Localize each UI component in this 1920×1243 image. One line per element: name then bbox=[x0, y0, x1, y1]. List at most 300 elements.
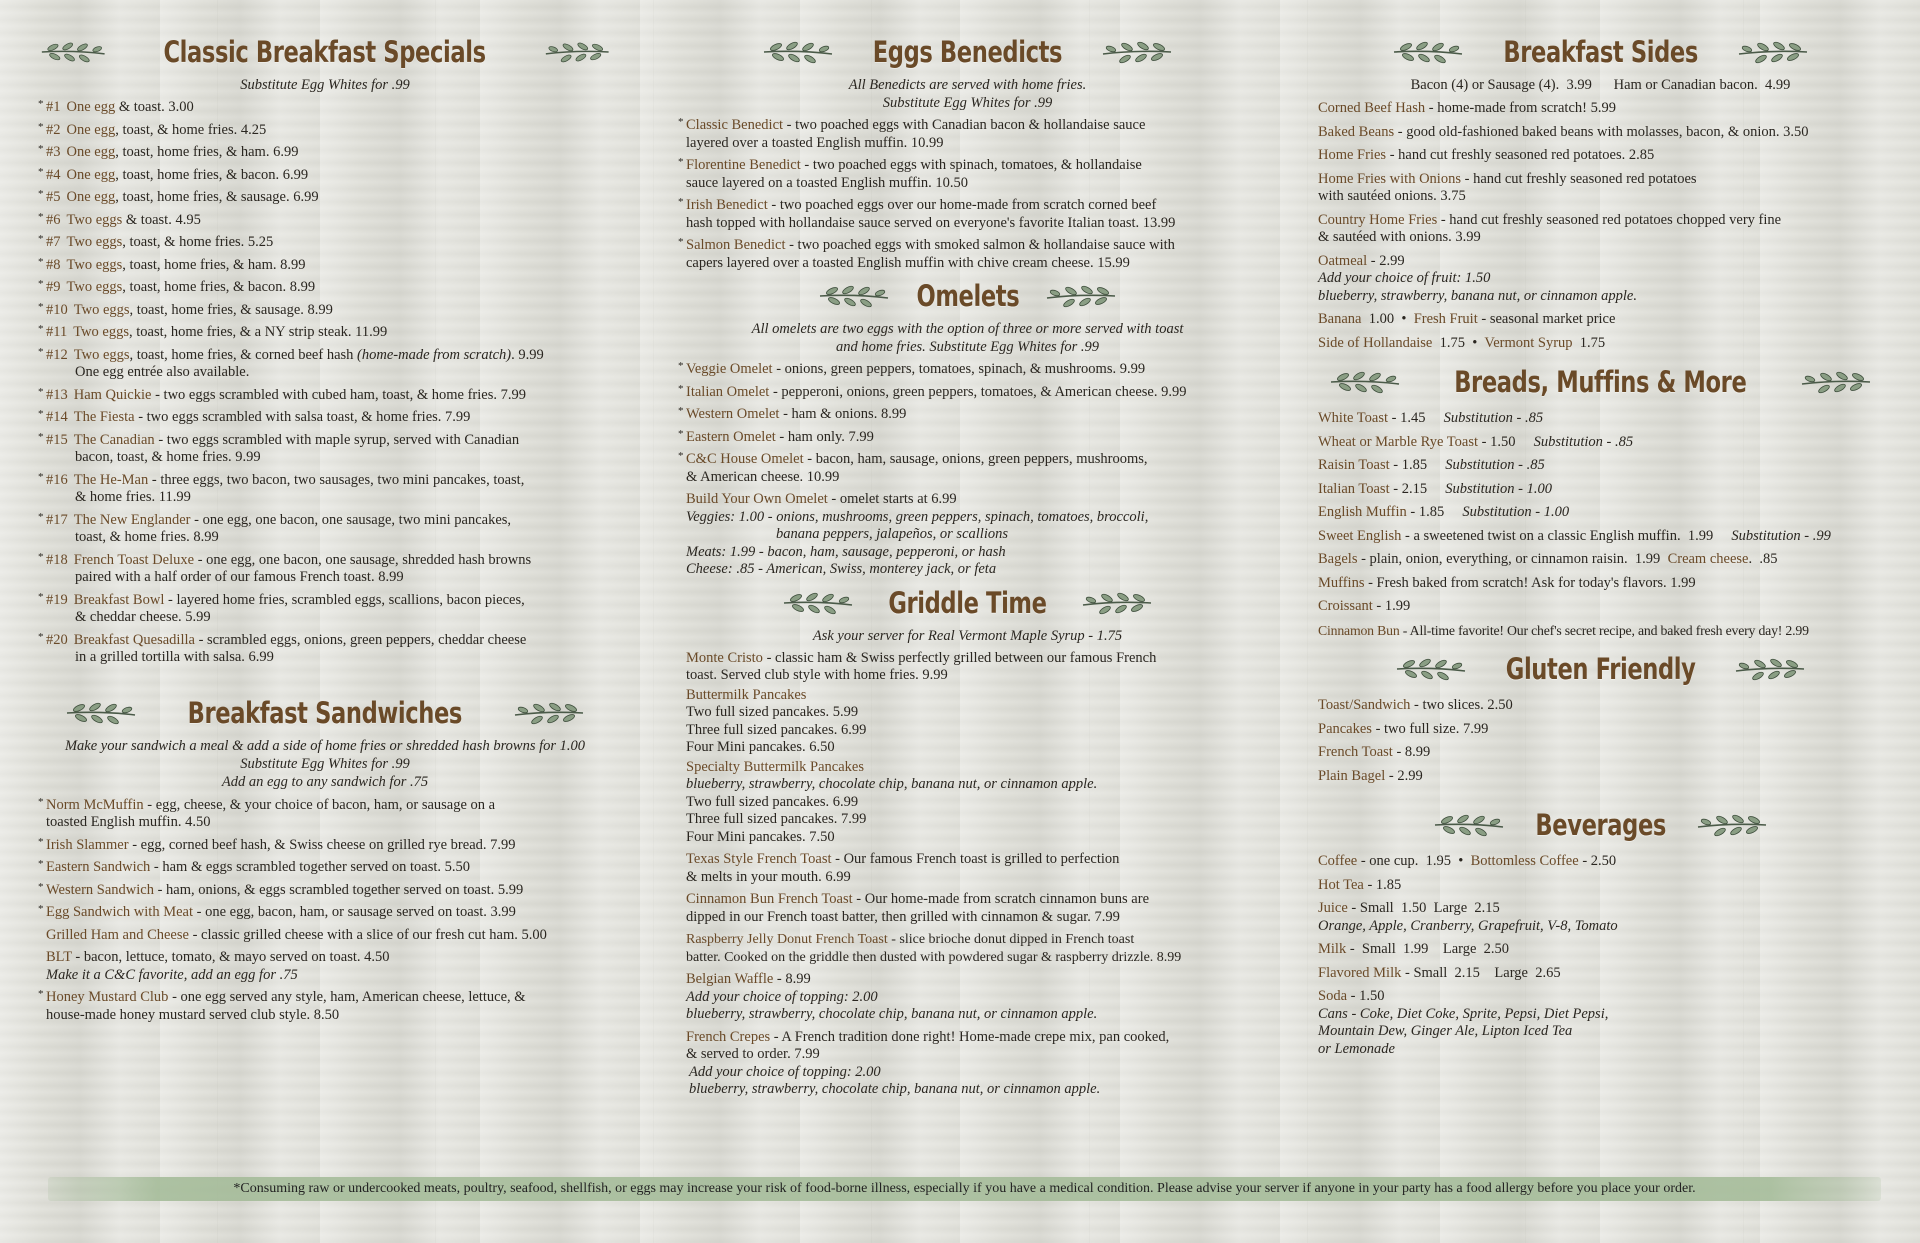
leaf-sprig-icon bbox=[818, 283, 890, 309]
item-name: Home Fries with Onions bbox=[1318, 170, 1461, 187]
item-option: Veggies: 1.00 - onions, mushrooms, green peppers, spinach, tomatoes, broccoli, bbox=[686, 508, 1149, 525]
item-name: C&C House Omelet bbox=[686, 451, 804, 467]
sandwich-list bbox=[40, 797, 610, 1025]
item-name: Plain Bagel bbox=[1318, 767, 1386, 784]
section-title: Breakfast Sandwiches bbox=[187, 695, 463, 730]
item-name: Toast/Sandwich bbox=[1318, 697, 1411, 713]
item-desc: , toast, home fries, & a NY strip steak. 11.99 bbox=[129, 324, 388, 340]
sides-header bbox=[1318, 30, 1883, 74]
menu-item bbox=[1318, 988, 1883, 1058]
sandwiches-header bbox=[40, 691, 610, 735]
menu-item bbox=[1318, 481, 1883, 499]
item-desc: - egg, corned beef hash, & Swiss cheese on grilled rye bread. 7.99 bbox=[128, 836, 516, 853]
menu-item bbox=[40, 212, 610, 230]
item-option: Meats: 1.99 - bacon, ham, sausage, pepperoni, or hash bbox=[686, 543, 1006, 560]
item-desc: , toast, home fries, & ham. 8.99 bbox=[122, 256, 306, 273]
item-note: Substitution - .85 bbox=[1443, 410, 1544, 426]
item-number: #4 bbox=[46, 166, 61, 183]
item-desc: - two full size. 7.99 bbox=[1371, 720, 1489, 737]
item-name: Pancakes bbox=[1318, 720, 1372, 737]
item-desc: - egg, cheese, & your choice of bacon, ham, or sausage on a bbox=[143, 796, 496, 813]
leaf-sprig-icon bbox=[1433, 812, 1505, 838]
item-name: Flavored Milk bbox=[1318, 964, 1402, 981]
item-desc: - onions, green peppers, tomatoes, spinach, & mushrooms. 9.99 bbox=[772, 361, 1146, 377]
item-price: 1.00 • bbox=[1361, 311, 1414, 327]
item-name: Eastern Sandwich bbox=[46, 859, 151, 875]
item-name: Soda bbox=[1318, 988, 1347, 1004]
item-note: Substitution - 1.00 bbox=[1445, 480, 1552, 497]
item-desc: - pepperoni, onions, green peppers, tomatoes, & American cheese. 9.99 bbox=[769, 383, 1187, 400]
item-name: Western Omelet bbox=[686, 406, 780, 422]
menu-item bbox=[40, 472, 610, 507]
item-desc: - 2.99 bbox=[1367, 252, 1405, 269]
item-price: - Small 2.15 Large 2.65 bbox=[1401, 964, 1561, 981]
menu-item bbox=[680, 384, 1255, 402]
item-price: . .85 bbox=[1748, 551, 1778, 567]
item-desc: - Our home-made from scratch cinnamon buns are bbox=[852, 891, 1150, 907]
item-name: The He-Man bbox=[73, 471, 149, 488]
item-number: #14 bbox=[46, 409, 68, 425]
menu-item bbox=[680, 157, 1255, 192]
omelet-list bbox=[680, 361, 1255, 486]
menu-item bbox=[1318, 212, 1883, 247]
item-number: #19 bbox=[46, 591, 68, 608]
item-option: Three full sized pancakes. 6.99 bbox=[686, 721, 867, 738]
item-name: Corned Beef Hash bbox=[1318, 100, 1426, 116]
item-desc: , toast, & home fries. 5.25 bbox=[122, 234, 274, 250]
item-desc-line: sauce layered on a toasted English muffin. 10.50 bbox=[686, 174, 969, 191]
item-desc: - hand cut freshly seasoned red potatoes bbox=[1460, 170, 1697, 187]
item-desc: - hand cut freshly seasoned red potatoes chopped very fine bbox=[1437, 211, 1782, 228]
leaf-sprig-icon bbox=[1045, 283, 1117, 309]
menu-item-byo bbox=[680, 491, 1255, 579]
item-desc-line: & served to order. 7.99 bbox=[686, 1046, 820, 1062]
menu-item bbox=[40, 632, 610, 667]
menu-item bbox=[1318, 147, 1883, 165]
item-price: 1.75 • bbox=[1432, 334, 1485, 351]
item-name: Classic Benedict bbox=[686, 117, 784, 133]
item-note: Substitution - .85 bbox=[1445, 457, 1545, 473]
breads-list bbox=[1318, 410, 1883, 545]
leaf-sprig-icon bbox=[1800, 369, 1872, 395]
item-name: Veggie Omelet bbox=[686, 361, 773, 377]
item-desc: , toast, & home fries. 4.25 bbox=[115, 121, 267, 138]
item-price: - 1.85 bbox=[1406, 504, 1463, 520]
menu-item bbox=[1318, 551, 1883, 569]
item-number: #11 bbox=[46, 324, 68, 340]
menu-item bbox=[40, 302, 610, 320]
item-desc-line: toast, & home fries. 8.99 bbox=[75, 529, 219, 545]
item-number: #1 bbox=[46, 99, 61, 115]
item-name: Salmon Benedict bbox=[686, 237, 786, 253]
item-name: Two eggs bbox=[73, 346, 130, 363]
menu-item bbox=[40, 189, 610, 207]
item-option: or Lemonade bbox=[1318, 1040, 1395, 1057]
item-desc: - 2.99 bbox=[1385, 767, 1423, 784]
item-price: - 2.50 bbox=[1578, 853, 1617, 869]
benedict-list bbox=[680, 117, 1255, 272]
item-desc: - bacon, lettuce, tomato, & mayo served on toast. 4.50 bbox=[71, 949, 390, 965]
item-desc-line: bacon, toast, & home fries. 9.99 bbox=[75, 449, 261, 465]
item-name: Buttermilk Pancakes bbox=[686, 686, 807, 703]
item-desc: - two poached eggs over our home-made from scratch corned beef bbox=[767, 197, 1157, 213]
item-name: Sweet English bbox=[1318, 527, 1402, 544]
item-desc: , toast, home fries, & sausage. 8.99 bbox=[129, 301, 333, 318]
column-middle bbox=[680, 30, 1255, 1099]
menu-item bbox=[1318, 335, 1883, 353]
item-name: Fresh Fruit bbox=[1413, 311, 1478, 327]
item-desc: - good old-fashioned baked beans with molasses, bacon, & onion. 3.50 bbox=[1394, 123, 1809, 140]
item-name: Juice bbox=[1318, 900, 1348, 916]
column-right bbox=[1318, 30, 1883, 1058]
item-name: Muffins bbox=[1318, 574, 1365, 591]
item-desc: - 8.99 bbox=[1392, 744, 1431, 760]
section-title: Breakfast Sides bbox=[1503, 35, 1698, 69]
item-option: blueberry, strawberry, banana nut, or cinnamon apple. bbox=[1318, 287, 1637, 304]
item-name: Two eggs bbox=[66, 256, 123, 273]
item-price: - Small 1.99 Large 2.50 bbox=[1346, 941, 1510, 957]
item-option: Two full sized pancakes. 6.99 bbox=[686, 793, 859, 810]
menu-item bbox=[40, 122, 610, 140]
item-number: #10 bbox=[46, 301, 68, 318]
leaf-sprig-icon bbox=[1081, 590, 1153, 616]
griddle-header bbox=[680, 581, 1255, 625]
section-note: Ask your server for Real Vermont Maple Syrup - 1.75 bbox=[812, 627, 1123, 644]
menu-item bbox=[40, 927, 610, 945]
column-left bbox=[40, 30, 610, 1024]
menu-item bbox=[40, 347, 610, 382]
menu-item bbox=[1318, 504, 1883, 522]
leaf-sprig-icon bbox=[1395, 656, 1467, 682]
item-desc: - ham, onions, & eggs scrambled together served on toast. 5.99 bbox=[153, 881, 524, 898]
menu-item bbox=[1318, 721, 1883, 739]
section-title: Breads, Muffins & More bbox=[1454, 365, 1747, 399]
item-option: Add your choice of topping: 2.00 bbox=[689, 1063, 881, 1080]
item-name: Florentine Benedict bbox=[686, 157, 801, 173]
menu-item bbox=[1318, 253, 1883, 306]
item-number: #5 bbox=[46, 189, 61, 205]
item-desc-line: Make it a C&C favorite, add an egg for .75 bbox=[46, 966, 298, 983]
item-name: Baked Beans bbox=[1318, 123, 1395, 140]
leaf-sprig-icon bbox=[1392, 39, 1464, 65]
menu-item bbox=[1318, 768, 1883, 786]
item-desc: - hand cut freshly seasoned red potatoes. 2.85 bbox=[1386, 147, 1655, 163]
item-name: One egg bbox=[66, 99, 116, 115]
item-desc-line: & melts in your mouth. 6.99 bbox=[686, 868, 851, 885]
item-name: Specialty Buttermilk Pancakes bbox=[686, 758, 864, 775]
item-name: The Fiesta bbox=[73, 409, 135, 425]
item-desc: - classic ham & Swiss perfectly grilled between our famous French bbox=[762, 649, 1157, 666]
section-title: Eggs Benedicts bbox=[872, 35, 1063, 69]
item-price: - a sweetened twist on a classic English muffin. 1.99 bbox=[1401, 527, 1732, 544]
item-desc: , toast, home fries, & bacon. 6.99 bbox=[115, 166, 309, 183]
item-desc: - slice brioche donut dipped in French toast bbox=[887, 932, 1135, 947]
menu-item bbox=[40, 837, 610, 855]
leaf-sprig-icon bbox=[65, 700, 137, 726]
item-desc: - two eggs scrambled with salsa toast, & home fries. 7.99 bbox=[134, 409, 471, 425]
item-desc-line: & American cheese. 10.99 bbox=[686, 468, 840, 485]
item-desc: - seasonal market price bbox=[1477, 311, 1616, 327]
item-name: Irish Slammer bbox=[46, 836, 129, 853]
item-price: - 1.85 bbox=[1389, 457, 1446, 473]
item-price: - 1.50 bbox=[1478, 433, 1534, 450]
item-desc-line: layered over a toasted English muffin. 10.99 bbox=[686, 134, 944, 151]
item-name: Banana bbox=[1318, 311, 1362, 327]
leaf-sprig-icon bbox=[1734, 656, 1806, 682]
item-name: Texas Style French Toast bbox=[686, 851, 832, 867]
menu-item bbox=[40, 512, 610, 547]
item-name: Home Fries bbox=[1318, 147, 1387, 163]
menu-item bbox=[40, 144, 610, 162]
menu-item bbox=[40, 387, 610, 405]
beverages-header bbox=[1318, 803, 1883, 847]
menu-item bbox=[1318, 622, 1883, 640]
menu-item bbox=[1318, 410, 1883, 428]
section-note: Add an egg to any sandwich for .75 bbox=[221, 773, 429, 790]
item-option: Two full sized pancakes. 5.99 bbox=[686, 704, 859, 720]
item-desc: - two slices. 2.50 bbox=[1410, 697, 1513, 713]
menu-item bbox=[1318, 965, 1883, 983]
item-name: White Toast bbox=[1318, 410, 1388, 426]
menu-item bbox=[40, 432, 610, 467]
item-desc-line: dipped in our French toast batter, then grilled with cinnamon & sugar. 7.99 bbox=[686, 908, 1120, 925]
item-name: Raspberry Jelly Donut French Toast bbox=[686, 932, 888, 947]
menu-item bbox=[40, 859, 610, 877]
menu-item bbox=[1318, 311, 1883, 329]
item-desc: - 8.99 bbox=[773, 971, 811, 987]
item-number: #18 bbox=[46, 551, 68, 568]
item-note: Substitution - .85 bbox=[1533, 433, 1634, 450]
item-price: - 1.50 bbox=[1347, 988, 1385, 1004]
item-desc-line: One egg entrée also available. bbox=[75, 364, 250, 380]
item-name: Italian Toast bbox=[1318, 480, 1390, 497]
item-note: Substitution - 1.00 bbox=[1462, 504, 1570, 520]
item-price: . 9.99 bbox=[511, 346, 544, 363]
item-desc: - bacon, ham, sausage, onions, green peppers, mushrooms, bbox=[803, 451, 1148, 467]
section-title: Beverages bbox=[1535, 808, 1666, 842]
item-desc-line: & home fries. 11.99 bbox=[75, 489, 191, 505]
item-name: One egg bbox=[66, 189, 116, 205]
item-desc: , toast, home fries, & ham. 6.99 bbox=[115, 144, 299, 160]
item-desc: - one egg, one bacon, one sausage, two mini pancakes, bbox=[190, 511, 512, 528]
item-number: #12 bbox=[46, 346, 68, 363]
item-desc: - plain, onion, everything, or cinnamon raisin. 1.99 bbox=[1357, 551, 1668, 567]
menu-item bbox=[40, 99, 610, 117]
item-name: French Toast bbox=[1318, 744, 1393, 760]
menu-item bbox=[40, 409, 610, 427]
item-desc: - two poached eggs with spinach, tomatoes, & hollandaise bbox=[800, 157, 1142, 173]
item-number: #7 bbox=[46, 234, 61, 250]
menu-item bbox=[680, 759, 1255, 847]
item-desc-line: & cheddar cheese. 5.99 bbox=[75, 609, 211, 625]
menu-item bbox=[40, 904, 610, 922]
item-desc: - omelet starts at 6.99 bbox=[827, 491, 957, 507]
item-desc: - two poached eggs with Canadian bacon & hollandaise sauce bbox=[783, 117, 1146, 133]
item-name: Cinnamon Bun French Toast bbox=[686, 891, 853, 907]
item-desc: - one egg, bacon, ham, or sausage served on toast. 3.99 bbox=[193, 904, 516, 920]
item-desc: - ham & onions. 8.99 bbox=[779, 406, 907, 422]
section-note: Substitute Egg Whites for .99 bbox=[240, 77, 410, 93]
item-desc: - two eggs scrambled with maple syrup, served with Canadian bbox=[154, 431, 520, 448]
menu-item bbox=[1318, 853, 1883, 871]
menu-item bbox=[40, 552, 610, 587]
item-name: Two eggs bbox=[66, 234, 123, 250]
item-option: Cans - Coke, Diet Coke, Sprite, Pepsi, Diet Pepsi, bbox=[1318, 1005, 1609, 1022]
section-title: Omelets bbox=[916, 279, 1019, 313]
menu-item bbox=[1318, 697, 1883, 715]
item-name: French Toast Deluxe bbox=[73, 551, 195, 568]
menu-item bbox=[680, 429, 1255, 447]
menu-item bbox=[40, 989, 610, 1024]
item-name: Country Home Fries bbox=[1318, 211, 1438, 228]
item-name: Coffee bbox=[1318, 853, 1358, 869]
item-name: One egg bbox=[66, 166, 116, 183]
item-desc: - classic grilled cheese with a slice of our fresh cut ham. 5.00 bbox=[188, 926, 547, 943]
item-note: (home-made from scratch) bbox=[357, 346, 512, 363]
menu-item bbox=[1318, 877, 1883, 895]
leaf-sprig-icon bbox=[1737, 39, 1809, 65]
item-name: Italian Omelet bbox=[686, 383, 770, 400]
item-name: Two eggs bbox=[73, 324, 129, 340]
item-option: Mountain Dew, Ginger Ale, Lipton Iced Tea bbox=[1318, 1023, 1573, 1039]
item-number: #13 bbox=[46, 386, 68, 403]
item-name: Side of Hollandaise bbox=[1318, 334, 1433, 351]
item-option: Add your choice of topping: 2.00 bbox=[686, 988, 878, 1005]
item-name: Monte Cristo bbox=[686, 649, 763, 666]
item-desc: - 1.99 bbox=[1372, 598, 1411, 614]
item-name: Grilled Ham and Cheese bbox=[46, 926, 189, 943]
menu-item bbox=[1318, 575, 1883, 593]
menu-item bbox=[40, 797, 610, 832]
item-number: #16 bbox=[46, 471, 68, 488]
leaf-sprig-icon bbox=[513, 700, 585, 726]
item-desc: - ham & eggs scrambled together served on toast. 5.50 bbox=[150, 859, 471, 875]
item-name: One egg bbox=[66, 121, 116, 138]
section-title: Gluten Friendly bbox=[1505, 652, 1696, 686]
item-number: #6 bbox=[46, 211, 61, 228]
leaf-sprig-icon bbox=[782, 590, 854, 616]
item-option: Add your choice of fruit: 1.50 bbox=[1318, 270, 1491, 286]
breads-header bbox=[1318, 360, 1883, 404]
item-price: - one cup. 1.95 • bbox=[1357, 853, 1471, 869]
item-number: #8 bbox=[46, 256, 61, 273]
gluten-header bbox=[1318, 647, 1883, 691]
item-name: Two eggs bbox=[66, 211, 123, 228]
item-name: Milk bbox=[1318, 941, 1347, 957]
item-name: Build Your Own Omelet bbox=[686, 491, 828, 507]
item-name: Raisin Toast bbox=[1318, 457, 1390, 473]
item-number: #3 bbox=[46, 144, 61, 160]
menu-item bbox=[680, 891, 1255, 926]
menu-item bbox=[40, 882, 610, 900]
item-number: #2 bbox=[46, 121, 61, 138]
item-price: - Small 1.50 Large 2.15 bbox=[1347, 900, 1500, 916]
item-name: Wheat or Marble Rye Toast bbox=[1318, 433, 1479, 450]
item-price: 1.75 bbox=[1572, 334, 1606, 351]
section-title: Griddle Time bbox=[888, 585, 1047, 620]
item-price: - 1.85 bbox=[1363, 876, 1402, 893]
item-desc: , toast, home fries, & sausage. 6.99 bbox=[115, 189, 319, 205]
menu-item bbox=[680, 687, 1255, 757]
omelets-header bbox=[680, 274, 1255, 318]
item-name: Cream cheese bbox=[1667, 551, 1749, 567]
item-desc: - layered home fries, scrambled eggs, scallions, bacon pieces, bbox=[164, 591, 525, 608]
menu-item bbox=[680, 117, 1255, 152]
item-name: Breakfast Bowl bbox=[73, 591, 165, 608]
item-desc-line: toasted English muffin. 4.50 bbox=[46, 814, 211, 830]
sides-top-line: Bacon (4) or Sausage (4). 3.99 Ham or Canadian bacon. 4.99 bbox=[1410, 77, 1791, 93]
item-desc: & toast. 4.95 bbox=[122, 211, 201, 228]
item-desc: , toast, home fries, & bacon. 8.99 bbox=[122, 279, 316, 295]
item-name: Vermont Syrup bbox=[1484, 334, 1573, 351]
item-option: banana peppers, jalapeños, or scallions bbox=[776, 526, 1008, 542]
menu-item bbox=[1318, 457, 1883, 475]
allergy-disclaimer: *Consuming raw or undercooked meats, poultry, seafood, shellfish, or eggs may increase your risk of food-borne illness, especially if you have a medical condition. Please advise your server if anyone in your party has a food allergy before you place your order. bbox=[48, 1177, 1881, 1201]
item-name: The New Englander bbox=[73, 511, 191, 528]
item-name: Western Sandwich bbox=[46, 881, 154, 898]
item-desc: - Our famous French toast is grilled to perfection bbox=[831, 851, 1120, 867]
menu-item bbox=[40, 167, 610, 185]
menu-item bbox=[1318, 528, 1883, 546]
menu-item bbox=[1318, 100, 1883, 118]
section-title: Classic Breakfast Specials bbox=[163, 35, 487, 69]
leaf-sprig-icon bbox=[1329, 369, 1401, 395]
specials-header bbox=[40, 30, 610, 74]
item-note: Substitution - .99 bbox=[1731, 527, 1831, 544]
item-option: blueberry, strawberry, chocolate chip, banana nut, or cinnamon apple. bbox=[689, 1081, 1101, 1097]
item-name: Hot Tea bbox=[1318, 876, 1364, 893]
menu-item bbox=[1318, 941, 1883, 959]
item-desc: - All-time favorite! Our chef's secret recipe, and baked fresh every day! 2.99 bbox=[1399, 622, 1809, 638]
item-option: Orange, Apple, Cranberry, Grapefruit, V-8, Tomato bbox=[1318, 917, 1618, 934]
item-option: Four Mini pancakes. 6.50 bbox=[686, 739, 835, 755]
item-desc-line: toast. Served club style with home fries. 9.99 bbox=[686, 667, 948, 683]
menu-item bbox=[1318, 744, 1883, 762]
item-name: Two eggs bbox=[66, 279, 123, 295]
item-name: Belgian Waffle bbox=[686, 971, 774, 987]
leaf-sprig-icon bbox=[544, 39, 610, 65]
item-note: blueberry, strawberry, chocolate chip, banana nut, or cinnamon apple. bbox=[686, 776, 1098, 792]
item-desc: - one egg served any style, ham, American cheese, lettuce, & bbox=[168, 989, 526, 1005]
section-note: Substitute Egg Whites for .99 bbox=[240, 755, 410, 772]
section-note: All Benedicts are served with home fries. bbox=[848, 77, 1087, 93]
item-desc: - A French tradition done right! Home-made crepe mix, pan cooked, bbox=[770, 1028, 1170, 1045]
menu-item bbox=[680, 851, 1255, 886]
item-desc: - one egg, one bacon, one sausage, shredded hash browns bbox=[194, 551, 532, 568]
item-desc-line: batter. Cooked on the griddle then dusted with powdered sugar & raspberry drizzle. 8.99 bbox=[686, 949, 1182, 965]
item-desc: - home-made from scratch! 5.99 bbox=[1425, 100, 1616, 116]
item-name: Oatmeal bbox=[1318, 252, 1368, 269]
item-name: BLT bbox=[46, 949, 72, 965]
item-desc-line: house-made honey mustard served club style. 8.50 bbox=[46, 1006, 340, 1023]
item-price: - 2.15 bbox=[1389, 480, 1446, 497]
item-desc: - Fresh baked from scratch! Ask for today's flavors. 1.99 bbox=[1364, 574, 1696, 591]
menu-item bbox=[1318, 434, 1883, 452]
leaf-sprig-icon bbox=[1696, 812, 1768, 838]
specials-list-2 bbox=[40, 387, 610, 667]
item-name: One egg bbox=[66, 144, 116, 160]
menu-item bbox=[1318, 124, 1883, 142]
section-note: Substitute Egg Whites for .99 bbox=[882, 95, 1053, 111]
menu-item bbox=[40, 592, 610, 627]
section-note: and home fries. Substitute Egg Whites for .99 bbox=[836, 339, 1099, 355]
item-option: blueberry, strawberry, chocolate chip, banana nut, or cinnamon apple. bbox=[686, 1006, 1098, 1022]
menu-item bbox=[680, 931, 1255, 966]
menu-item bbox=[680, 361, 1255, 379]
item-desc-line: hash topped with hollandaise sauce served on everyone's favorite Italian toast. 13.99 bbox=[686, 214, 1176, 231]
menu-item bbox=[40, 279, 610, 297]
item-desc: - three eggs, two bacon, two sausages, two mini pancakes, toast, bbox=[148, 471, 525, 488]
